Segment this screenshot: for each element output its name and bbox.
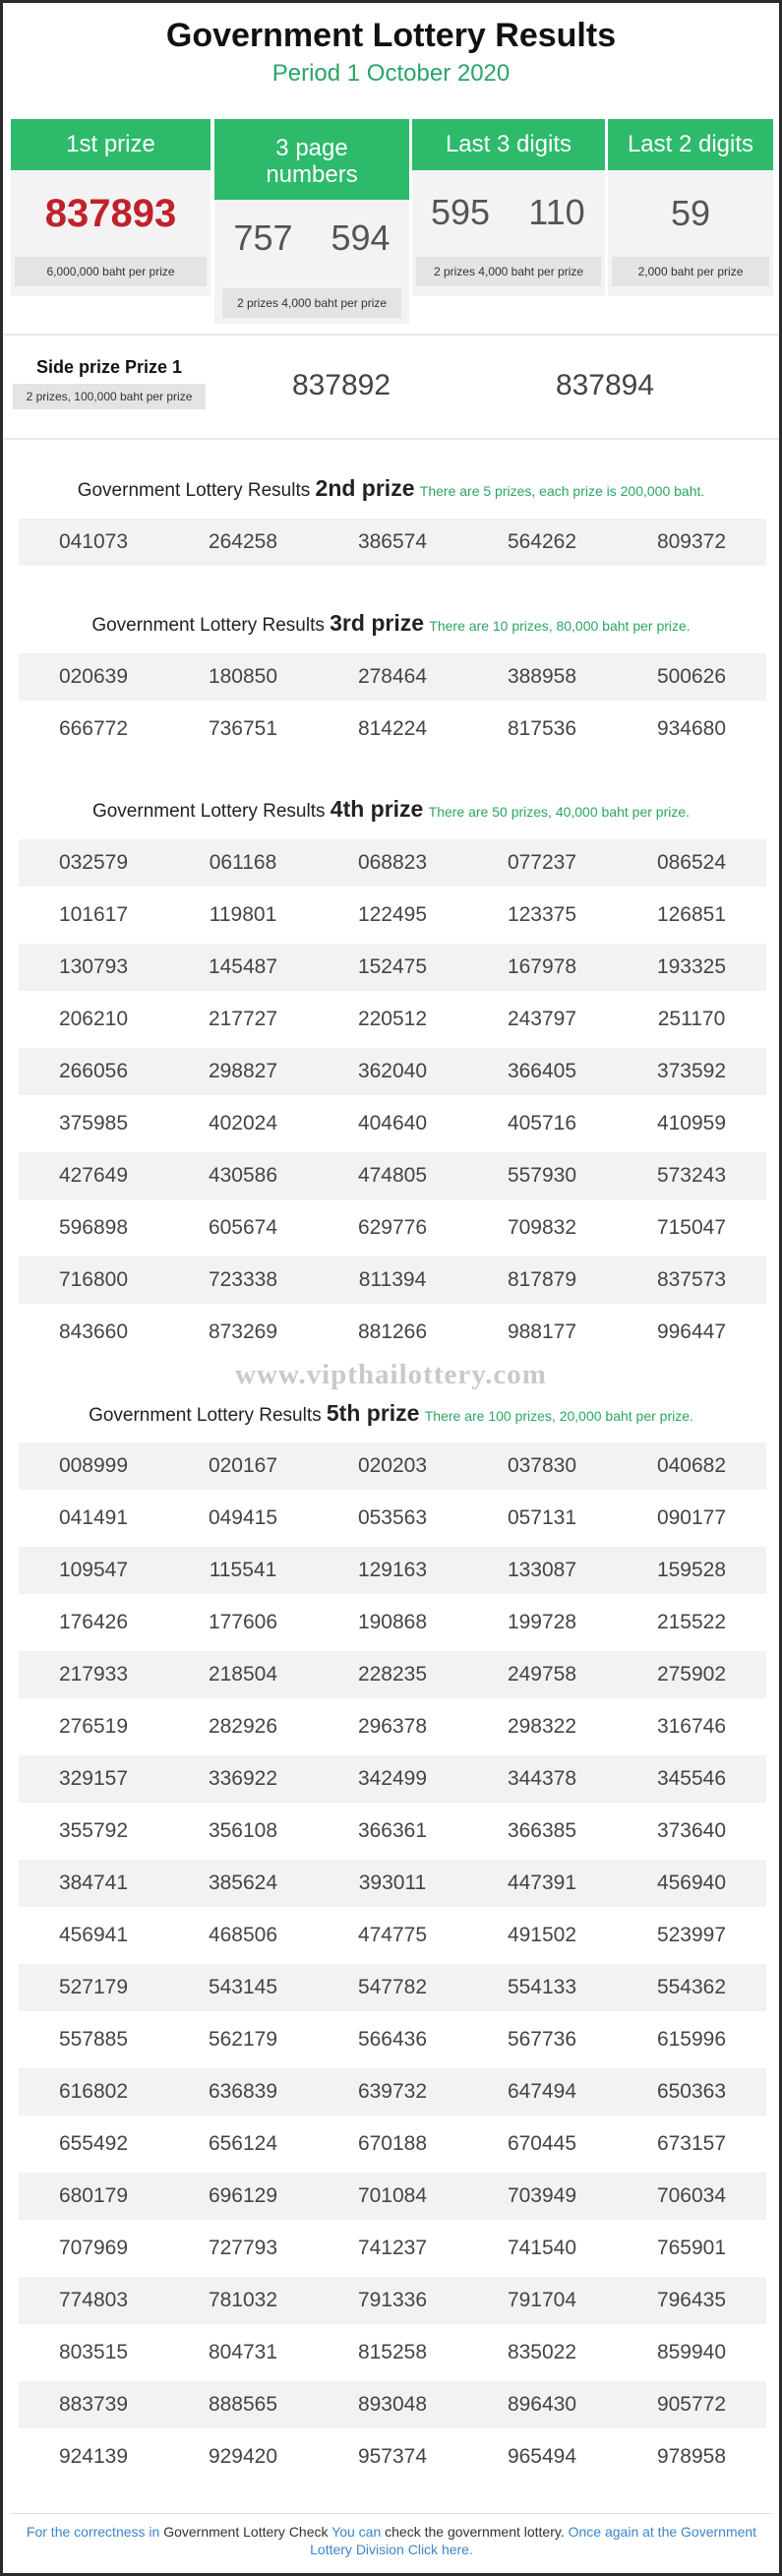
prize-number: 809372 — [656, 530, 727, 553]
last-three-digits-values — [412, 170, 605, 257]
prize-number: 373640 — [656, 1819, 727, 1842]
number-row — [19, 2381, 766, 2428]
prize-number: 217933 — [58, 1663, 129, 1686]
number-row — [19, 1442, 766, 1490]
three-page-numbers-label — [214, 119, 409, 200]
prize-number: 468506 — [208, 1924, 278, 1946]
fifth-prize-heading-note: There are 100 prizes, 20,000 baht per prize. — [424, 1408, 693, 1424]
number-row — [19, 2277, 766, 2324]
prize-number: 650363 — [656, 2080, 727, 2103]
number-row — [19, 1309, 766, 1356]
footer-note — [23, 2523, 760, 2558]
prize-number: 037830 — [507, 1454, 577, 1477]
prize-number: 817536 — [507, 717, 577, 740]
prize-number: 427649 — [58, 1164, 129, 1187]
footer-division-link[interactable]: Once again at the Government Lottery Division Click here. — [310, 2524, 757, 2557]
prize-number: 296378 — [357, 1715, 428, 1738]
first-prize-label: 1st prize — [11, 119, 211, 170]
side-prize-label: Side prize Prize 1 — [35, 357, 183, 377]
prize-number: 803515 — [58, 2341, 129, 2363]
prize-number: 430586 — [208, 1164, 278, 1187]
last-two-digits-number: 59 — [670, 193, 711, 233]
prize-number: 666772 — [58, 717, 129, 740]
prize-number: 707969 — [58, 2237, 129, 2259]
number-row — [19, 705, 766, 753]
number-row — [19, 1599, 766, 1646]
period-subtitle: Period 1 October 2020 — [271, 60, 511, 87]
prize-number: 342499 — [357, 1767, 428, 1790]
results-page — [3, 3, 779, 2573]
prize-number: 068823 — [357, 851, 428, 874]
prize-number: 636839 — [208, 2080, 278, 2103]
prize-number: 456941 — [58, 1924, 129, 1946]
side-prize-number-1: 837892 — [291, 369, 391, 401]
prize-number: 090177 — [656, 1506, 727, 1529]
prize-number: 298322 — [507, 1715, 577, 1738]
prize-number: 741540 — [507, 2237, 577, 2259]
three-page-number-1: 757 — [233, 217, 293, 258]
fourth-prize-heading — [3, 796, 779, 823]
second-prize-heading-prefix: Government Lottery Results — [77, 480, 311, 501]
prize-number: 680179 — [58, 2184, 129, 2207]
prize-number: 723338 — [208, 1268, 278, 1291]
prize-number: 329157 — [58, 1767, 129, 1790]
prize-number: 736751 — [208, 717, 278, 740]
prize-number: 032579 — [58, 851, 129, 874]
prize-number: 905772 — [656, 2393, 727, 2416]
prize-number: 264258 — [208, 530, 278, 553]
prize-number: 020203 — [357, 1454, 428, 1477]
prize-number: 167978 — [507, 955, 577, 978]
prize-number: 180850 — [208, 665, 278, 688]
prize-number: 547782 — [357, 1976, 428, 1998]
prize-number: 061168 — [209, 851, 277, 874]
prize-number: 781032 — [208, 2289, 278, 2311]
prize-number: 804731 — [208, 2341, 278, 2363]
prize-number: 573243 — [656, 1164, 727, 1187]
prize-number: 562179 — [208, 2028, 278, 2051]
prize-number: 616802 — [58, 2080, 129, 2103]
three-page-numbers-label-line2: numbers — [266, 161, 358, 188]
prize-number: 133087 — [507, 1559, 577, 1581]
prize-number: 701084 — [357, 2184, 428, 2207]
prize-number: 355792 — [58, 1819, 129, 1842]
prize-number: 298827 — [208, 1060, 278, 1082]
prize-number: 190868 — [357, 1611, 428, 1633]
prize-number: 404640 — [357, 1112, 428, 1135]
prize-number: 670445 — [507, 2132, 577, 2155]
prize-number: 888565 — [208, 2393, 278, 2416]
number-row — [19, 2173, 766, 2220]
prize-number: 566436 — [357, 2028, 428, 2051]
prize-number: 122495 — [357, 903, 428, 926]
prize-number: 115541 — [209, 1559, 277, 1581]
number-row — [19, 1204, 766, 1252]
prize-number: 491502 — [507, 1924, 577, 1946]
prize-number: 859940 — [656, 2341, 727, 2363]
prize-number: 716800 — [58, 1268, 129, 1291]
prize-number: 126851 — [656, 903, 727, 926]
prize-number: 405716 — [507, 1112, 577, 1135]
number-row — [19, 1152, 766, 1199]
prize-number: 715047 — [656, 1216, 727, 1239]
number-row — [19, 1703, 766, 1750]
prize-number: 145487 — [208, 955, 278, 978]
prize-number: 129163 — [357, 1559, 428, 1581]
fifth-prize-heading-level: 5th prize — [326, 1400, 420, 1426]
prize-number: 176426 — [58, 1611, 129, 1633]
site-watermark: www.vipthailottery.com — [235, 1359, 547, 1390]
prize-number: 474775 — [357, 1924, 428, 1946]
prize-number: 101617 — [58, 903, 129, 926]
number-row — [19, 1964, 766, 2011]
last-three-digits-label: Last 3 digits — [412, 119, 605, 170]
prize-number: 543145 — [208, 1976, 278, 1998]
prize-number: 670188 — [357, 2132, 428, 2155]
number-row — [19, 1912, 766, 1959]
number-row — [19, 2225, 766, 2272]
second-prize-heading — [3, 475, 779, 502]
side-prize-note: 2 prizes, 100,000 baht per prize — [13, 384, 206, 409]
prize-number: 765901 — [656, 2237, 727, 2259]
number-row — [19, 2329, 766, 2376]
prize-number: 893048 — [357, 2393, 428, 2416]
second-prize-heading-note: There are 5 prizes, each prize is 200,000 baht. — [419, 483, 705, 499]
prize-number: 119801 — [209, 903, 277, 926]
prize-number: 041073 — [58, 530, 129, 553]
prize-number: 605674 — [208, 1216, 278, 1239]
prize-number: 817879 — [507, 1268, 577, 1291]
prize-number: 557930 — [507, 1164, 577, 1187]
header-divider — [3, 334, 779, 336]
last-two-digits-note: 2,000 baht per prize — [612, 257, 769, 286]
prize-number: 053563 — [357, 1506, 428, 1529]
three-page-numbers-note: 2 prizes 4,000 baht per prize — [222, 288, 401, 318]
prize-number: 220512 — [357, 1008, 428, 1030]
prize-number: 500626 — [656, 665, 727, 688]
side-prize-number-2: 837894 — [555, 369, 655, 401]
last-two-digits-label: Last 2 digits — [608, 119, 773, 170]
number-row — [19, 1257, 766, 1304]
three-page-numbers-label-line1: 3 page — [275, 135, 348, 161]
third-prize-heading — [3, 610, 779, 637]
prize-number: 206210 — [58, 1008, 129, 1030]
prize-number: 040682 — [656, 1454, 727, 1477]
number-row — [19, 839, 766, 887]
prize-number: 554133 — [507, 1976, 577, 1998]
first-prize-number: 837893 — [44, 192, 177, 235]
second-prize-heading-level: 2nd prize — [315, 475, 415, 501]
prize-number: 957374 — [357, 2445, 428, 2468]
prize-number: 527179 — [58, 1976, 129, 1998]
prize-number: 366361 — [357, 1819, 428, 1842]
fourth-prize-heading-note: There are 50 prizes, 40,000 baht per prize. — [428, 804, 691, 820]
prize-number: 791704 — [507, 2289, 577, 2311]
number-row — [19, 1495, 766, 1542]
last-three-digits-note: 2 prizes 4,000 baht per prize — [416, 257, 601, 286]
prize-number: 456940 — [656, 1871, 727, 1894]
prize-number: 049415 — [208, 1506, 278, 1529]
prize-number: 791336 — [357, 2289, 428, 2311]
prize-number: 282926 — [208, 1715, 278, 1738]
prize-number: 815258 — [357, 2341, 428, 2363]
prize-number: 366385 — [507, 1819, 577, 1842]
prize-number: 629776 — [357, 1216, 428, 1239]
prize-number: 883739 — [58, 2393, 129, 2416]
prize-number: 193325 — [656, 955, 727, 978]
prize-number: 774803 — [58, 2289, 129, 2311]
prize-number: 228235 — [357, 1663, 428, 1686]
last-three-digit-number-1: 595 — [430, 192, 491, 232]
three-page-numbers-box — [214, 119, 409, 324]
prize-number: 814224 — [357, 717, 428, 740]
prize-number: 086524 — [656, 851, 727, 874]
side-prize-divider — [3, 438, 779, 440]
prize-number: 557885 — [58, 2028, 129, 2051]
prize-number: 978958 — [656, 2445, 727, 2468]
prize-number: 965494 — [507, 2445, 577, 2468]
prize-number: 709832 — [507, 1216, 577, 1239]
prize-number: 336922 — [208, 1767, 278, 1790]
page-title: Government Lottery Results — [165, 17, 617, 54]
prize-number: 020167 — [208, 1454, 278, 1477]
number-row — [19, 1860, 766, 1907]
prize-number: 388958 — [507, 665, 577, 688]
prize-number: 008999 — [58, 1454, 129, 1477]
prize-number: 041491 — [58, 1506, 129, 1529]
last-three-digits-box — [412, 119, 605, 296]
prize-number: 251170 — [657, 1008, 726, 1030]
prize-number: 266056 — [58, 1060, 129, 1082]
number-row — [19, 2068, 766, 2116]
footer-divider — [11, 2513, 771, 2514]
prize-number: 703949 — [507, 2184, 577, 2207]
prize-number: 109547 — [58, 1559, 129, 1581]
prize-number: 217727 — [208, 1008, 278, 1030]
prize-number: 393011 — [358, 1871, 427, 1894]
prize-number: 843660 — [58, 1320, 129, 1343]
number-row — [19, 1048, 766, 1095]
prize-number: 057131 — [507, 1506, 577, 1529]
prize-number: 316746 — [656, 1715, 727, 1738]
prize-number: 215522 — [656, 1611, 727, 1633]
number-row — [19, 1547, 766, 1594]
prize-number: 386574 — [357, 530, 428, 553]
footer-text-1: For the correctness in — [26, 2524, 160, 2540]
first-prize-box — [11, 119, 211, 296]
prize-number: 696129 — [208, 2184, 278, 2207]
prize-number: 375985 — [58, 1112, 129, 1135]
prize-number: 567736 — [507, 2028, 577, 2051]
prize-number: 647494 — [507, 2080, 577, 2103]
footer-check-link[interactable]: Government Lottery Check — [163, 2524, 329, 2540]
prize-number: 706034 — [656, 2184, 727, 2207]
prize-number: 896430 — [507, 2393, 577, 2416]
prize-number: 020639 — [58, 665, 129, 688]
number-row — [19, 2433, 766, 2481]
prize-number: 218504 — [208, 1663, 278, 1686]
number-row — [19, 944, 766, 991]
fourth-prize-heading-level: 4th prize — [330, 796, 424, 822]
prize-number: 639732 — [357, 2080, 428, 2103]
last-two-digits-box — [608, 119, 773, 296]
footer-text-3: check the government lottery. — [385, 2524, 565, 2540]
prize-number: 366405 — [507, 1060, 577, 1082]
prize-number: 130793 — [58, 955, 129, 978]
prize-number: 564262 — [507, 530, 577, 553]
prize-number: 362040 — [357, 1060, 428, 1082]
prize-number: 727793 — [208, 2237, 278, 2259]
prize-number: 523997 — [656, 1924, 727, 1946]
prize-number: 159528 — [656, 1559, 727, 1581]
prize-number: 655492 — [58, 2132, 129, 2155]
number-row — [19, 891, 766, 939]
prize-number: 596898 — [58, 1216, 129, 1239]
prize-number: 447391 — [507, 1871, 577, 1894]
footer-text-2: You can — [331, 2524, 382, 2540]
fourth-prize-heading-prefix: Government Lottery Results — [91, 801, 326, 822]
prize-number: 796435 — [656, 2289, 727, 2311]
third-prize-heading-note: There are 10 prizes, 80,000 baht per prize. — [429, 618, 691, 634]
last-three-digit-number-2: 110 — [528, 192, 585, 232]
third-prize-heading-prefix: Government Lottery Results — [91, 615, 325, 636]
prize-number: 276519 — [58, 1715, 129, 1738]
prize-number: 741237 — [357, 2237, 428, 2259]
prize-number: 837573 — [656, 1268, 727, 1291]
side-prize-label-box — [13, 357, 206, 418]
prize-number: 344378 — [507, 1767, 577, 1790]
number-row — [19, 519, 766, 566]
number-row — [19, 1651, 766, 1698]
prize-number: 811394 — [358, 1268, 427, 1291]
prize-number: 345546 — [656, 1767, 727, 1790]
prize-number: 881266 — [357, 1320, 428, 1343]
number-row — [19, 2120, 766, 2168]
prize-number: 835022 — [507, 2341, 577, 2363]
number-row — [19, 1755, 766, 1803]
number-row — [19, 2016, 766, 2063]
prize-number: 410959 — [656, 1112, 727, 1135]
prize-number: 199728 — [507, 1611, 577, 1633]
prize-number: 177606 — [208, 1611, 278, 1633]
prize-number: 929420 — [208, 2445, 278, 2468]
three-page-numbers-values — [214, 200, 409, 288]
number-row — [19, 1100, 766, 1147]
prize-number: 673157 — [656, 2132, 727, 2155]
prize-number: 402024 — [208, 1112, 278, 1135]
number-row — [19, 653, 766, 701]
fifth-prize-heading — [3, 1400, 779, 1427]
prize-number: 123375 — [507, 903, 577, 926]
three-page-number-2: 594 — [331, 217, 391, 258]
prize-number: 656124 — [208, 2132, 278, 2155]
prize-number: 934680 — [656, 717, 727, 740]
prize-number: 988177 — [507, 1320, 577, 1343]
prize-number: 385624 — [208, 1871, 278, 1894]
prize-number: 924139 — [58, 2445, 129, 2468]
third-prize-heading-level: 3rd prize — [330, 610, 425, 636]
prize-number: 077237 — [507, 851, 577, 874]
prize-number: 243797 — [507, 1008, 577, 1030]
prize-number: 249758 — [507, 1663, 577, 1686]
prize-number: 373592 — [656, 1060, 727, 1082]
prize-number: 356108 — [208, 1819, 278, 1842]
first-prize-note: 6,000,000 baht per prize — [15, 257, 207, 286]
prize-number: 384741 — [58, 1871, 129, 1894]
prize-number: 275902 — [656, 1663, 727, 1686]
prize-number: 996447 — [656, 1320, 727, 1343]
number-row — [19, 996, 766, 1043]
prize-number: 278464 — [357, 665, 428, 688]
prize-number: 615996 — [656, 2028, 727, 2051]
prize-number: 474805 — [357, 1164, 428, 1187]
prize-number: 554362 — [656, 1976, 727, 1998]
fifth-prize-heading-prefix: Government Lottery Results — [89, 1405, 322, 1426]
number-row — [19, 1808, 766, 1855]
prize-number: 152475 — [357, 955, 428, 978]
prize-number: 873269 — [208, 1320, 278, 1343]
